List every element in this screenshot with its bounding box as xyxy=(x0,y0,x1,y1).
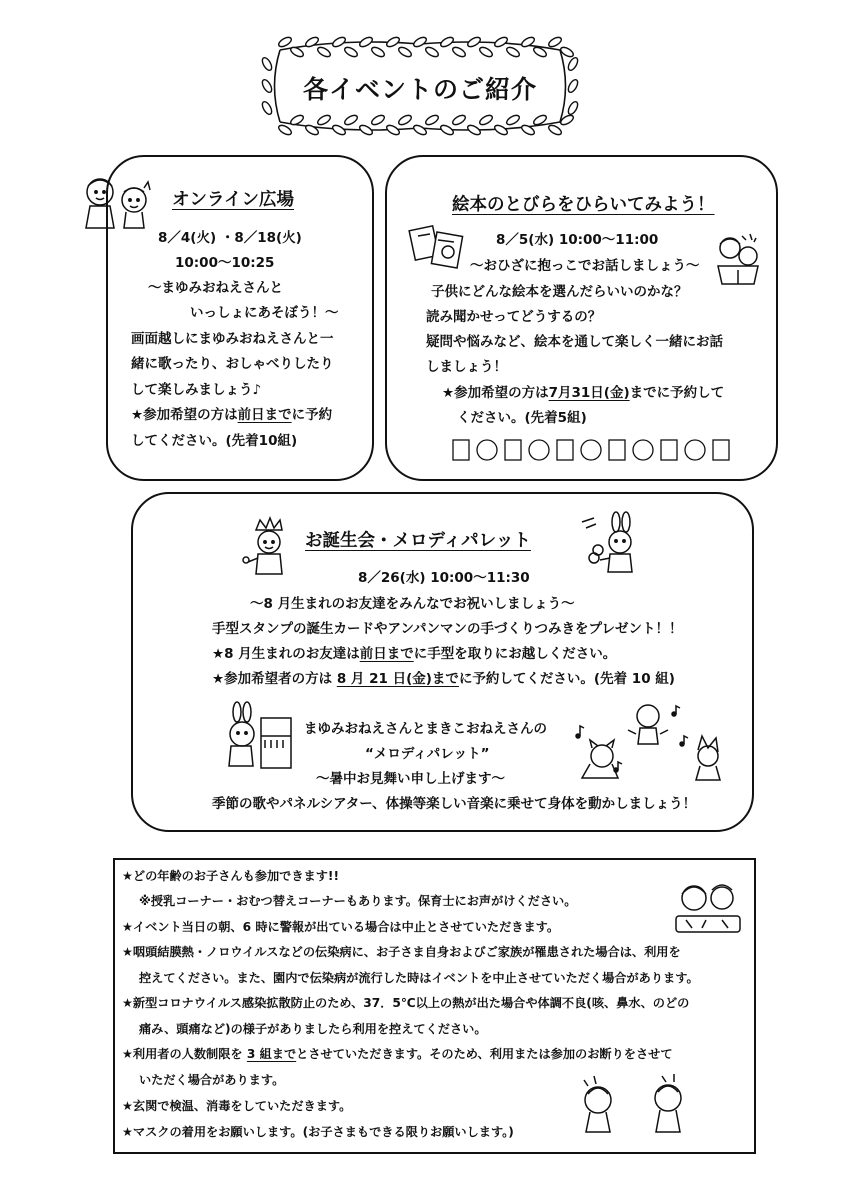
book-icon xyxy=(609,440,625,460)
leaf-icon xyxy=(289,113,305,126)
ehon-desc-2: 読み聞かせってどうするの？ xyxy=(426,309,602,325)
online-subtitle-2: いっしょにあそぼう！～ xyxy=(190,305,339,321)
leaf-icon xyxy=(505,113,521,126)
dancing-animals-icon xyxy=(572,700,732,784)
face-icon xyxy=(633,440,653,460)
ehon-desc-4: しましょう！ xyxy=(426,359,507,375)
leaf-icon xyxy=(397,45,413,58)
ehon-heading: 絵本のとびらをひらいてみよう！ xyxy=(452,195,715,215)
notice-7: 痛み、頭痛など)の様子がありましたら利用を控えてください。 xyxy=(139,1022,487,1036)
leaf-icon xyxy=(304,123,320,136)
birthday-note-1: ★8 月生まれのお友達は前日までに手型を取りにお越しください。 xyxy=(212,646,617,662)
leaf-icon xyxy=(358,35,374,48)
face-icon xyxy=(477,440,497,460)
leaf-icon xyxy=(397,113,413,126)
leaf-icon xyxy=(316,45,332,58)
online-dates: 8／4(火) ・8／18(火) xyxy=(158,230,302,246)
online-note-2: してください。(先着10組) xyxy=(131,433,298,449)
notice-8: ★利用者の人数制限を 3 組までとさせていただきます。そのため、利用または参加のお断りをさせて xyxy=(122,1047,673,1061)
leaf-icon xyxy=(547,35,563,48)
leaf-icon xyxy=(439,35,455,48)
leaf-icon xyxy=(331,35,347,48)
leaf-icon xyxy=(385,35,401,48)
notice-2: ※授乳コーナー・おむつ替えコーナーもあります。保育士にお声がけください。 xyxy=(139,894,577,908)
leaf-icon xyxy=(424,113,440,126)
leaf-icon xyxy=(343,45,359,58)
notice-9: いただく場合があります。 xyxy=(139,1073,285,1087)
leaf-icon xyxy=(412,35,428,48)
notice-1: ★どの年齢のお子さんも参加できます!! xyxy=(122,869,340,883)
leaf-icon xyxy=(424,45,440,58)
notice-4: ★咽頭結膜熱・ノロウイルスなどの伝染病に、お子さま自身およびご家族が罹患された場合は、利用を xyxy=(122,945,681,959)
birthday-heading: お誕生会・メロディパレット xyxy=(305,531,531,551)
leaf-icon xyxy=(493,35,509,48)
ehon-datetime: 8／5(水) 10:00～11:00 xyxy=(496,232,659,248)
birthday-desc-1: 手型スタンプの誕生カードやアンパンマンの手づくりつみきをプレゼント！！ xyxy=(212,621,683,637)
book-icon xyxy=(661,440,677,460)
leaf-icon xyxy=(277,123,293,136)
ehon-desc-3: 疑問や悩みなど、絵本を通して楽しく一緒にお話 xyxy=(426,334,723,350)
online-heading: オンライン広場 xyxy=(172,190,294,210)
ehon-desc-1: 子供にどんな絵本を選んだらいいのかな？ xyxy=(431,284,688,300)
leaf-icon xyxy=(478,45,494,58)
notice-5: 控えてください。また、園内で伝染病が流行した時はイベントを中止させていただく場合があります。 xyxy=(139,971,699,985)
leaf-icon xyxy=(493,123,509,136)
leaf-icon xyxy=(385,123,401,136)
book-icon xyxy=(453,440,469,460)
book-icon xyxy=(713,440,729,460)
leaf-icon xyxy=(451,45,467,58)
leaf-icon xyxy=(505,45,521,58)
picture-books-icon xyxy=(447,437,737,463)
face-icon xyxy=(529,440,549,460)
book-icon xyxy=(505,440,521,460)
melody-line-1: まゆみおねえさんとまきこおねえさんの xyxy=(304,721,547,737)
birthday-note-2: ★参加希望者の方は 8 月 21 日(金)までに予約してください。(先着 10 組) xyxy=(212,671,675,687)
birthday-datetime: 8／26(水) 10:00～11:30 xyxy=(358,570,530,586)
leaf-icon xyxy=(370,45,386,58)
notice-10: ★玄関で検温、消毒をしていただきます。 xyxy=(122,1099,352,1113)
leaf-icon xyxy=(370,113,386,126)
leaf-icon xyxy=(289,45,305,58)
leaf-icon xyxy=(547,123,563,136)
online-desc-2: 緒に歌ったり、おしゃべりしたり xyxy=(131,356,334,372)
online-time: 10:00～10:25 xyxy=(175,255,275,271)
leaf-icon xyxy=(439,123,455,136)
melody-line-3: ～暑中お見舞い申し上げます～ xyxy=(316,771,505,787)
leaf-icon xyxy=(358,123,374,136)
parent-child-reading-icon xyxy=(712,232,764,286)
leaf-icon xyxy=(277,35,293,48)
face-icon xyxy=(581,440,601,460)
bunny-bouquet-icon xyxy=(580,514,652,580)
children-playing-icon xyxy=(672,880,744,938)
crowned-child-icon xyxy=(240,516,296,582)
bunny-piano-icon xyxy=(215,702,297,774)
melody-line-4: 季節の歌やパネルシアター、体操等楽しい音楽に乗せて身体を動かしましょう！ xyxy=(212,796,697,812)
notice-6: ★新型コロナウイルス感染拡散防止のため、37．5℃以上の熱が出た場合や体調不良(咳、鼻水、のどの xyxy=(122,996,690,1010)
girl-and-child-icon xyxy=(78,172,158,234)
leaf-icon xyxy=(466,123,482,136)
notice-11: ★マスクの着用をお願いします。(お子さまもできる限りお願いします。) xyxy=(122,1125,514,1139)
online-desc-3: して楽しみましょう♪ xyxy=(131,382,262,398)
leaf-icon xyxy=(478,113,494,126)
online-subtitle-1: ～まゆみおねえさんと xyxy=(148,280,283,296)
leaf-icon xyxy=(466,35,482,48)
birthday-subtitle: ～8 月生まれのお友達をみんなでお祝いしましょう～ xyxy=(250,596,575,612)
leaf-icon xyxy=(412,123,428,136)
book-icon xyxy=(557,440,573,460)
notice-3: ★イベント当日の朝、6 時に警報が出ている場合は中止とさせていただきます。 xyxy=(122,920,560,934)
picture-books-icon xyxy=(408,222,470,274)
leaf-icon xyxy=(304,35,320,48)
online-note-1: ★参加希望の方は前日までに予約 xyxy=(131,407,333,423)
leaf-icon xyxy=(451,113,467,126)
melody-line-2: “メロディパレット” xyxy=(365,746,490,762)
ehon-note-1: ★参加希望の方は7月31日(金)までに予約して xyxy=(442,385,725,401)
leaf-icon xyxy=(343,113,359,126)
ehon-subtitle: ～おひざに抱っこでお話しましょう～ xyxy=(470,258,700,274)
leaf-icon xyxy=(331,123,347,136)
face-icon xyxy=(685,440,705,460)
children-playing-icon xyxy=(574,1074,694,1140)
page-title: 各イベントのご紹介 xyxy=(302,75,537,104)
online-desc-1: 画面越しにまゆみおねえさんと一 xyxy=(131,331,334,347)
leaf-icon xyxy=(316,113,332,126)
ehon-note-2: ください。(先着5組) xyxy=(457,410,587,426)
